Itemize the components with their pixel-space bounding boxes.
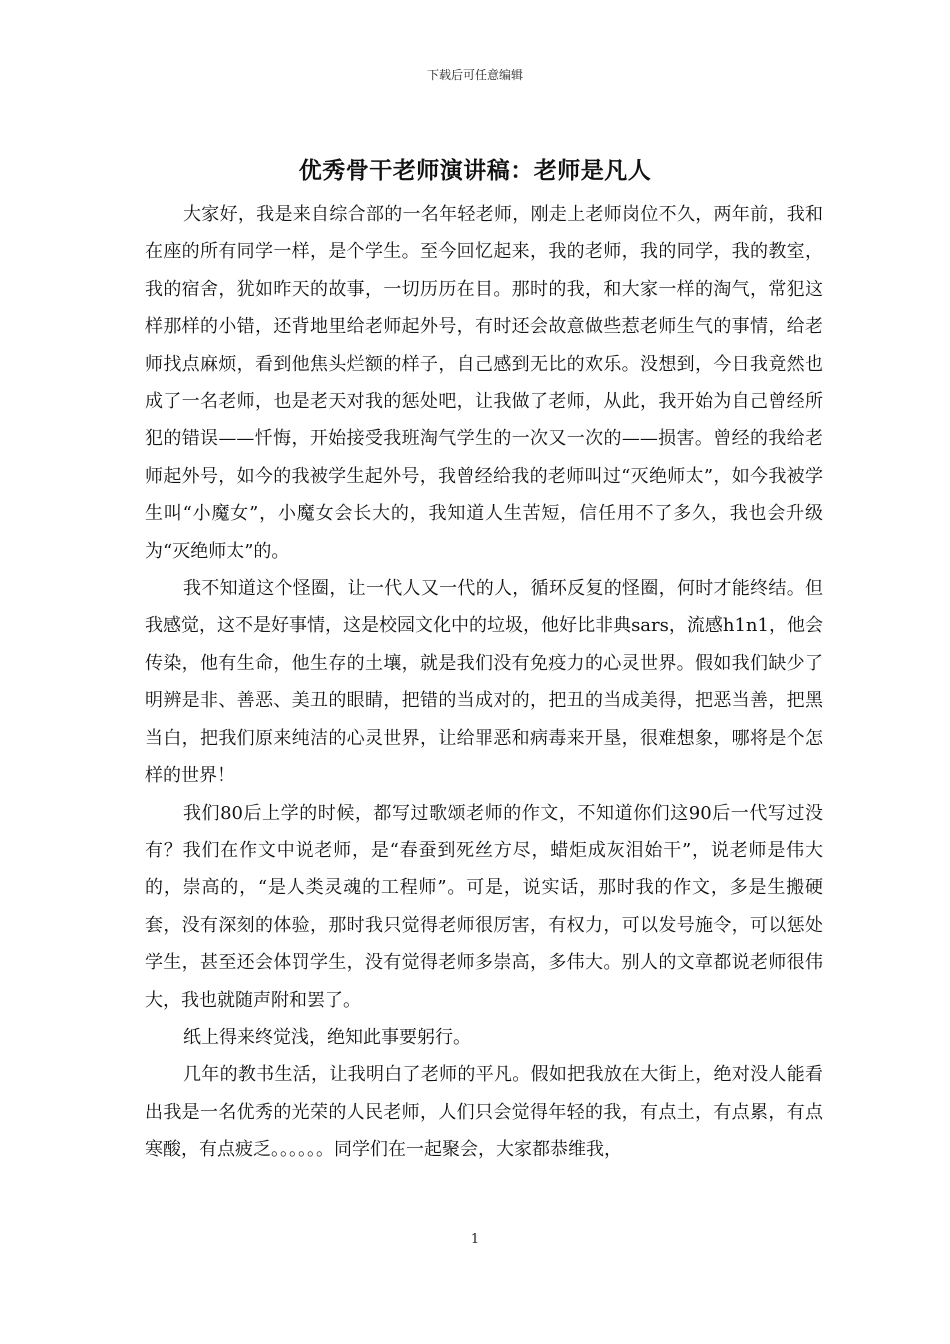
paragraph-3: 我们80后上学的时候，都写过歌颂老师的作文，不知道你们这90后一代写过没有？我们在作文中说老师，是“春蚕到死丝方尽，蜡炬成灰泪始干”，说老师是伟大的，崇高的，“是人类灵魂的工程师”。可是，说实话，那时我的作文，多是生搬硬套，没有深刻的体验，那时我只觉得老师很厉害，有权力，可以发号施令，可以惩处学生，甚至还会体罚学生，没有觉得老师多崇高，多伟大。别人的文章都说老师很伟大，我也就随声附和罢了。 [145, 802, 823, 1011]
page-number: 1 [470, 1232, 480, 1247]
paragraph-4: 纸上得来终觉浅，绝知此事要躬行。 [183, 1026, 471, 1048]
document-body [145, 196, 823, 1169]
document-title: 优秀骨干老师演讲稿：老师是凡人 [298, 157, 652, 184]
paragraph-1: 大家好，我是来自综合部的一名年轻老师，刚走上老师岗位不久，两年前，我和在座的所有同学一样，是个学生。至今回忆起来，我的老师，我的同学，我的教室，我的宿舍，犹如昨天的故事，一切历历在目。那时的我，和大家一样的淘气，常犯这样那样的小错，还背地里给老师起外号，有时还会故意做些惹老师生气的事情，给老师找点麻烦，看到他焦头烂额的样子，自己感到无比的欢乐。没想到，今日我竟然也成了一名老师，也是老天对我的惩处吧，让我做了老师，从此，我开始为自己曾经所犯的错误——忏悔，开始接受我班淘气学生的一次又一次的——损害。曾经的我给老师起外号，如今的我被学生起外号，我曾经给我的老师叫过“灭绝师太”，如今我被学生叫“小魔女”，小魔女会长大的，我知道人生苦短，信任用不了多久，我也会升级为“灭绝师太”的。 [145, 204, 823, 562]
paragraph-2: 我不知道这个怪圈，让一代人又一代的人，循环反复的怪圈，何时才能终结。但我感觉，这不是好事情，这是校园文化中的垃圾，他好比非典sars，流感h1n1，他会传染，他有生命，他生存的土壤，就是我们没有免疫力的心灵世界。假如我们缺少了明辨是非、善恶、美丑的眼睛，把错的当成对的，把丑的当成美得，把恶当善，把黑当白，把我们原来纯洁的心灵世界，让给罪恶和病毒来开垦，很难想象，哪将是个怎样的世界！ [145, 578, 823, 787]
paragraph-5: 几年的教书生活，让我明白了老师的平凡。假如把我放在大街上，绝对没人能看出我是一名优秀的光荣的人民老师，人们只会觉得年轻的我，有点土，有点累，有点寒酸，有点疲乏。。。。。。同学们在一起聚会，大家都恭维我， [145, 1064, 823, 1161]
header-note: 下载后可任意编辑 [426, 68, 523, 82]
